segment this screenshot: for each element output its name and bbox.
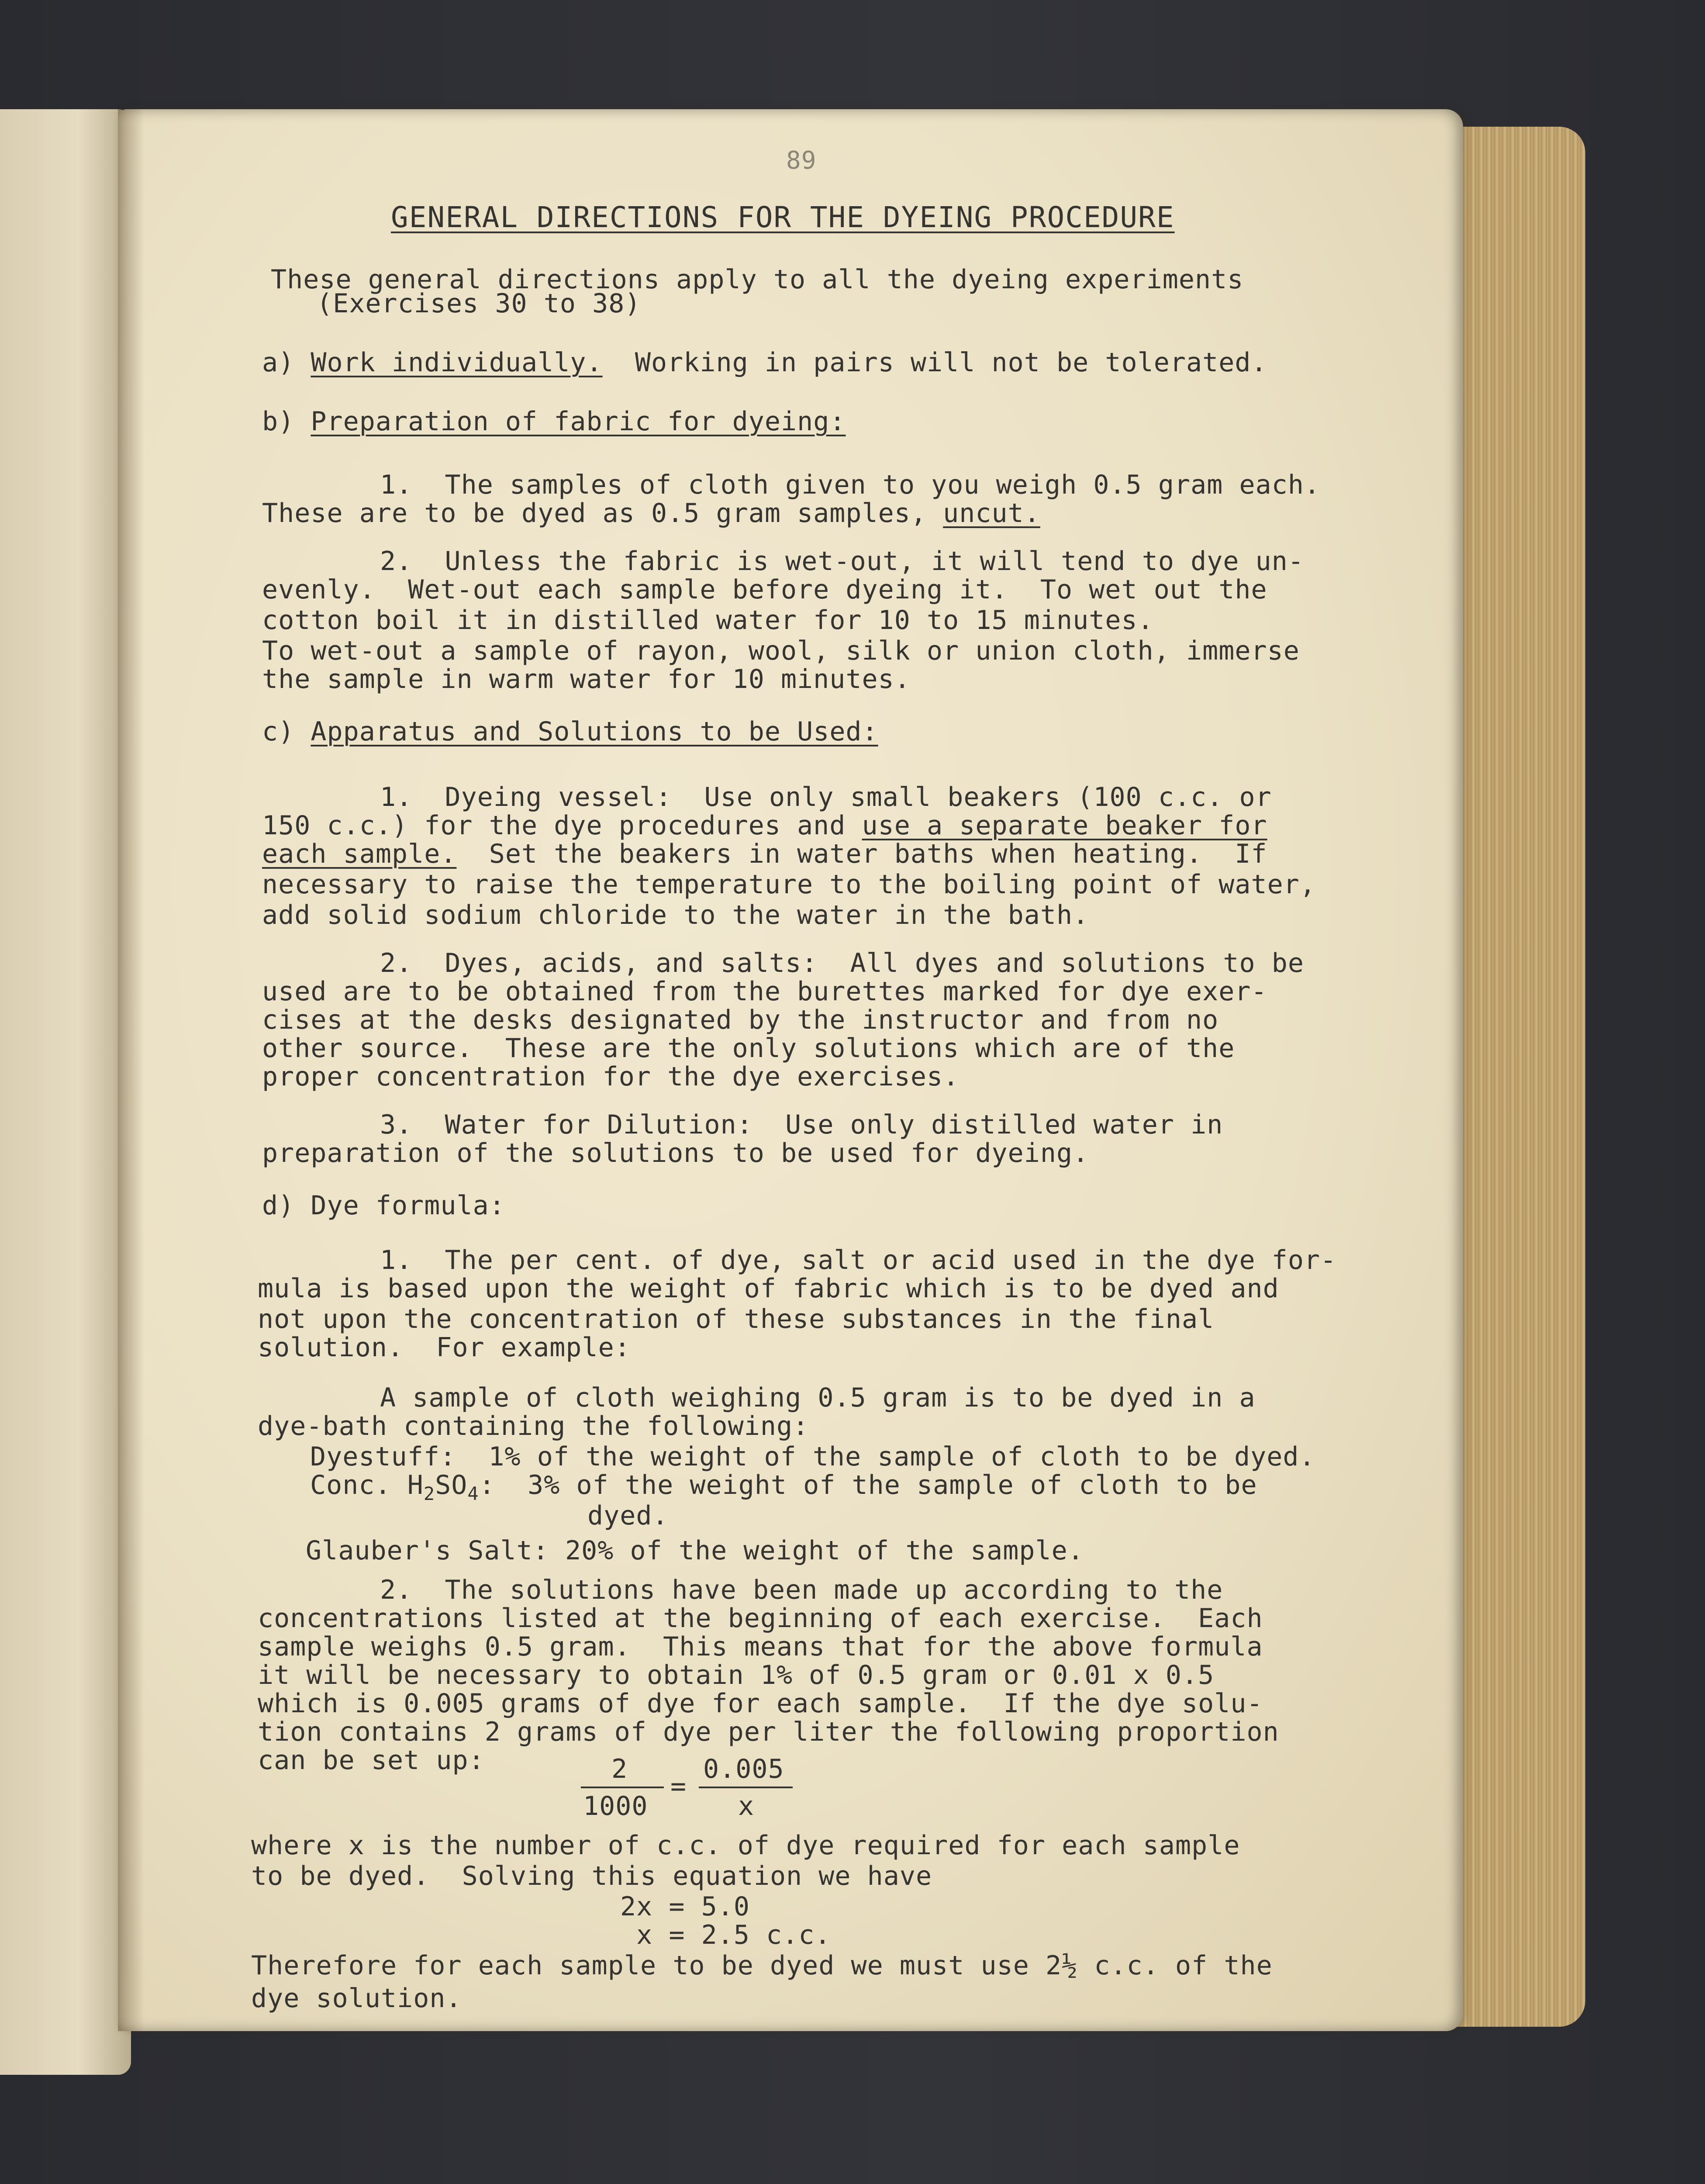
after-line4: dye solution.	[251, 1983, 462, 2014]
section-c-item3-line2: preparation of the solutions to be used for dyeing.	[262, 1138, 1089, 1168]
section-b-item1-emph: uncut.	[943, 498, 1040, 529]
section-d-item2-line7: can be set up:	[258, 1745, 485, 1776]
after-line2: to be dyed. Solving this equation we have	[251, 1861, 932, 1891]
section-c-item2-line4: other source. These are the only solutions which are of the	[262, 1033, 1235, 1064]
section-c-item1-line2	[262, 812, 1267, 839]
example-conc	[310, 1472, 1257, 1503]
section-a-heading: Work individually.	[311, 347, 603, 378]
example-line2: dye-bath containing the following:	[258, 1411, 809, 1441]
after-eq1: 2x = 5.0	[620, 1891, 750, 1922]
section-c-item1-line2-start: 150 c.c.) for the dye procedures and	[262, 810, 862, 841]
section-c-item2-line5: proper concentration for the dye exercises.	[262, 1061, 959, 1092]
conc-sub-1: 2	[423, 1483, 435, 1504]
after-eq2: x = 2.5 c.c.	[620, 1920, 831, 1950]
section-c-item1-line3	[262, 841, 1267, 867]
section-b-item2-line1: 2. Unless the fabric is wet-out, it will tend to dye un-	[380, 546, 1305, 577]
section-d-item2-line1: 2. The solutions have been made up according to the	[380, 1575, 1223, 1605]
section-a-marker: a)	[262, 347, 295, 378]
page-number: 89	[786, 146, 817, 175]
section-d-item2-line3: sample weighs 0.5 gram. This means that for the above formula	[258, 1631, 1263, 1662]
after-line1: where x is the number of c.c. of dye required for each sample	[251, 1830, 1240, 1861]
section-d-item1-line4: solution. For example:	[258, 1332, 631, 1363]
example-conc-cont: dyed.	[587, 1500, 669, 1531]
section-b-marker: b)	[262, 406, 295, 437]
section-c-item1-line4: necessary to raise the temperature to the boiling point of water,	[262, 869, 1316, 900]
section-c-item2-line2: used are to be obtained from the burettes marked for dye exer-	[262, 976, 1267, 1007]
section-d-item1-line3: not upon the concentration of these substances in the final	[258, 1304, 1215, 1334]
example-glauber: Glauber's Salt: 20% of the weight of the sample.	[306, 1535, 1084, 1566]
section-c-item1-emph-1: use a separate beaker for	[862, 810, 1267, 841]
section-c-item3-line1: 3. Water for Dilution: Use only distilled water in	[380, 1109, 1223, 1140]
section-d-item2-line6: tion contains 2 grams of dye per liter the following proportion	[258, 1717, 1279, 1747]
fraction-right-numerator: 0.005	[703, 1754, 784, 1784]
section-d-item2-line2: concentrations listed at the beginning of each exercise. Each	[258, 1603, 1263, 1634]
example-dyestuff: Dyestuff: 1% of the weight of the sample of cloth to be dyed.	[310, 1441, 1315, 1472]
section-b-heading-line	[262, 408, 846, 435]
section-b-item1-line1: 1. The samples of cloth given to you weigh 0.5 gram each.	[380, 470, 1321, 500]
section-d-item2-line5: which is 0.005 grams of dye for each sample. If the dye solu-	[258, 1688, 1263, 1719]
section-d-item1-line2: mula is based upon the weight of fabric which is to be dyed and	[258, 1273, 1279, 1304]
section-c-item1-emph-2: each sample.	[262, 839, 457, 869]
section-d-item2-line4: it will be necessary to obtain 1% of 0.5 gram or 0.01 x 0.5	[258, 1660, 1215, 1690]
section-c-marker: c)	[262, 716, 295, 747]
fraction-equals: =	[670, 1771, 687, 1802]
fraction-right-bar	[699, 1787, 793, 1788]
section-d-item1-line1: 1. The per cent. of dye, salt or acid used in the dye for-	[380, 1245, 1337, 1275]
section-b-item1-line2-start: These are to be dyed as 0.5 gram samples,	[262, 498, 943, 529]
section-a	[262, 349, 1267, 376]
after-line3: Therefore for each sample to be dyed we must use 2½ c.c. of the	[251, 1950, 1273, 1981]
conc-label: Conc. H	[310, 1470, 424, 1500]
fraction-right-denominator: x	[738, 1791, 755, 1821]
example-line1: A sample of cloth weighing 0.5 gram is to be dyed in a	[380, 1382, 1256, 1413]
section-c-item2-line3: cises at the desks designated by the instructor and from no	[262, 1005, 1219, 1035]
page-title: GENERAL DIRECTIONS FOR THE DYEING PROCEDURE	[391, 200, 1175, 234]
section-b-item2-line2: evenly. Wet-out each sample before dyeing it. To wet out the	[262, 574, 1267, 605]
section-b-item2-line4: To wet-out a sample of rayon, wool, silk or union cloth, immerse	[262, 636, 1300, 666]
intro-line-2: (Exercises 30 to 38)	[317, 288, 641, 319]
section-c-item2-line1: 2. Dyes, acids, and salts: All dyes and solutions to be	[380, 948, 1305, 978]
fraction-left-bar	[581, 1787, 664, 1788]
section-b-item2-line3: cotton boil it in distilled water for 10 to 15 minutes.	[262, 605, 1154, 636]
section-b-item2-line5: the sample in warm water for 10 minutes.	[262, 664, 911, 695]
facing-page-edge	[0, 109, 131, 2075]
section-c-item1-line5: add solid sodium chloride to the water in the bath.	[262, 900, 1089, 930]
conc-mid: SO	[435, 1470, 468, 1500]
intro-line-1: These general directions apply to all the dyeing experiments	[271, 264, 1244, 295]
section-c-heading: Apparatus and Solutions to be Used:	[311, 716, 878, 747]
conc-sub-2: 4	[467, 1483, 479, 1504]
section-d-heading: d) Dye formula:	[262, 1190, 505, 1221]
section-c-item1-line1: 1. Dyeing vessel: Use only small beakers (100 c.c. or	[380, 782, 1272, 812]
page-gutter-shadow	[118, 109, 144, 2031]
fraction-left-numerator: 2	[611, 1754, 628, 1784]
section-c-heading-line	[262, 716, 878, 747]
section-c-item1-line3-end: Set the beakers in water baths when heating. If	[456, 839, 1267, 869]
conc-rest: : 3% of the weight of the sample of cloth to be	[479, 1470, 1257, 1500]
section-a-text: Working in pairs will not be tolerated.	[635, 347, 1267, 378]
section-b-item1-line2	[262, 498, 1040, 529]
section-b-heading: Preparation of fabric for dyeing:	[311, 406, 846, 437]
fraction-left-denominator: 1000	[583, 1791, 648, 1821]
